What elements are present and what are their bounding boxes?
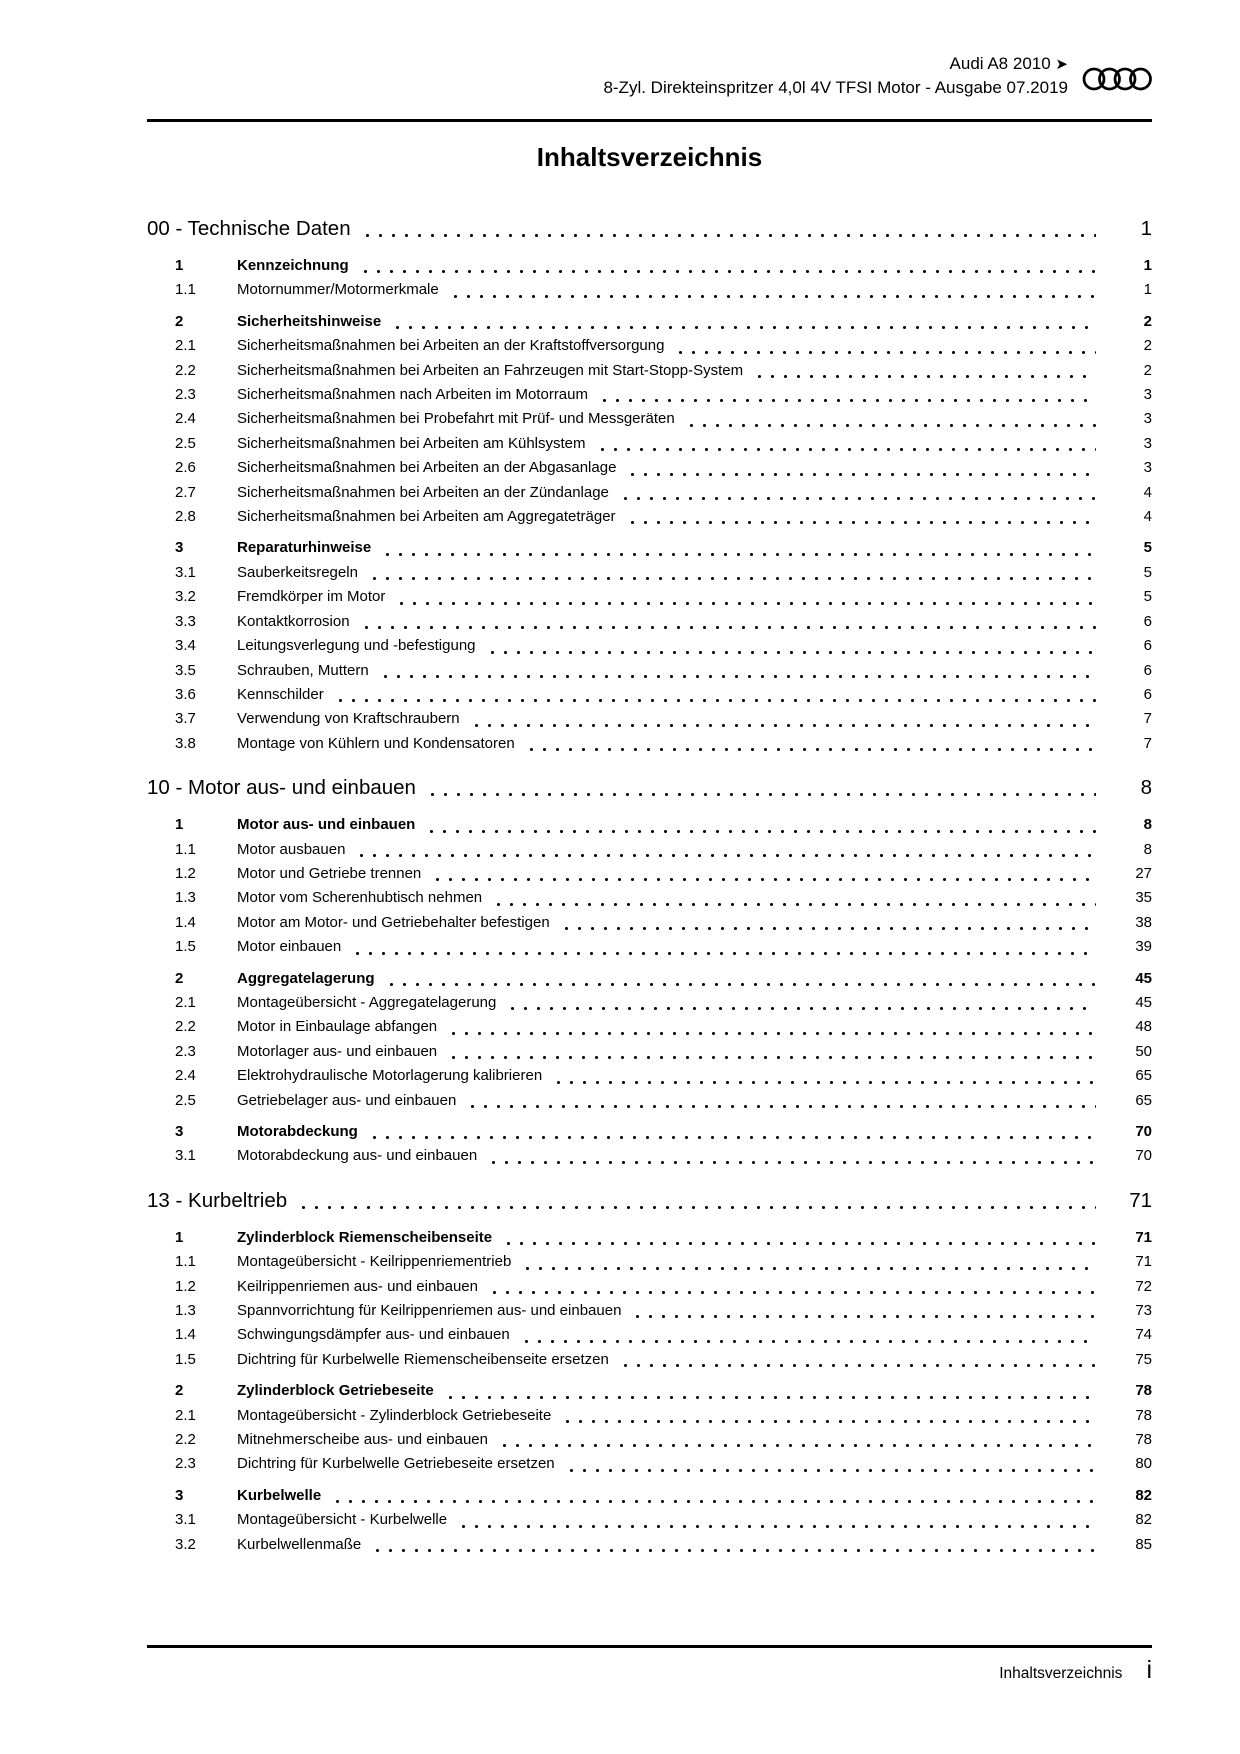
toc-entry-row <box>147 1299 1152 1323</box>
dot-leader <box>466 1105 1096 1108</box>
entry-number: 2.6 <box>175 459 196 477</box>
entry-title: Motor in Einbaulage abfangen <box>237 1018 438 1036</box>
entry-title: Motor vom Scherenhubtisch nehmen <box>237 889 483 907</box>
right-arrow-icon: ➤ <box>1055 56 1068 73</box>
entry-number: 1.4 <box>175 913 196 931</box>
toc-entry-row <box>147 991 1152 1015</box>
entry-number: 3.6 <box>175 685 196 703</box>
toc-chapter-row <box>147 214 1152 244</box>
entry-title: Kontaktkorrosion <box>237 612 350 630</box>
toc-entry-row <box>147 813 1152 837</box>
dot-leader <box>351 952 1096 955</box>
toc-entry-row <box>147 1428 1152 1452</box>
entry-number: 1.3 <box>175 1302 196 1320</box>
entry-page-number: 50 <box>1135 1042 1152 1060</box>
entry-number: 1.4 <box>175 1326 196 1344</box>
entry-title: Sicherheitsmaßnahmen bei Arbeiten am Kühlsystem <box>237 434 586 452</box>
entry-page-number: 45 <box>1135 993 1152 1011</box>
dot-leader <box>368 577 1096 580</box>
toc-entry-row <box>147 1144 1152 1168</box>
entry-page-number: 2 <box>1143 361 1152 379</box>
entry-number: 1 <box>175 816 184 834</box>
entry-number: 2.3 <box>175 1455 196 1473</box>
dot-leader <box>525 748 1096 751</box>
entry-page-number: 6 <box>1143 637 1152 655</box>
entry-title: Montageübersicht - Kurbelwelle <box>237 1511 448 1529</box>
toc-entry-row <box>147 1275 1152 1299</box>
entry-number: 2.4 <box>175 410 196 428</box>
page-footer <box>999 1656 1152 1685</box>
entry-title: Reparaturhinweise <box>237 539 372 557</box>
entry-title: Kennzeichnung <box>237 257 349 274</box>
entry-page-number: 1 <box>1143 281 1152 299</box>
entry-page-number: 3 <box>1143 386 1152 404</box>
dot-leader <box>457 1525 1096 1528</box>
dot-leader <box>447 1056 1096 1059</box>
entry-number: 2 <box>175 969 184 987</box>
toc-entry-row <box>147 1379 1152 1403</box>
dot-leader <box>426 793 1096 796</box>
dot-leader <box>381 553 1096 556</box>
dot-leader <box>487 1161 1096 1164</box>
entry-page-number: 5 <box>1143 588 1152 606</box>
entry-number: 3 <box>175 539 184 557</box>
toc-entry-row <box>147 1348 1152 1372</box>
entry-title: Leitungsverlegung und -befestigung <box>237 637 476 655</box>
toc-entry-row <box>147 1484 1152 1508</box>
toc-entry-row <box>147 862 1152 886</box>
entry-title: Spannvorrichtung für Keilrippenriemen aus- und einbauen <box>237 1302 622 1320</box>
dot-leader <box>371 1549 1096 1552</box>
toc-entry-row <box>147 1508 1152 1532</box>
entry-number: 3.7 <box>175 710 196 728</box>
toc-entry-row <box>147 967 1152 991</box>
toc-entry-row <box>147 610 1152 634</box>
entry-page-number: 71 <box>1135 1253 1152 1271</box>
dot-leader <box>520 1340 1096 1343</box>
dot-leader <box>498 1444 1096 1447</box>
entry-page-number: 80 <box>1135 1455 1152 1473</box>
entry-number: 2.2 <box>175 1431 196 1449</box>
dot-leader <box>506 1007 1096 1010</box>
entry-title: Aggregatelagerung <box>237 969 375 987</box>
entry-number: 1.5 <box>175 938 196 956</box>
entry-number: 3.8 <box>175 734 196 752</box>
dot-leader <box>395 602 1096 605</box>
entry-number: 3.5 <box>175 661 196 679</box>
entry-title: Schwingungsdämpfer aus- und einbauen <box>237 1326 510 1344</box>
footer-divider <box>147 1645 1152 1648</box>
entry-page-number: 6 <box>1143 612 1152 630</box>
dot-leader <box>492 903 1096 906</box>
dot-leader <box>425 830 1096 833</box>
entry-page-number: 6 <box>1143 661 1152 679</box>
entry-page-number: 2 <box>1143 312 1152 330</box>
entry-page-number: 3 <box>1143 410 1152 428</box>
entry-page-number: 1 <box>1143 257 1152 274</box>
toc-entry-row <box>147 407 1152 431</box>
toc-entry-row <box>147 732 1152 756</box>
entry-title: Kurbelwellenmaße <box>237 1535 362 1553</box>
entry-title: Dichtring für Kurbelwelle Getriebeseite ersetzen <box>237 1455 555 1473</box>
dot-leader <box>502 1242 1096 1245</box>
entry-number: 3.2 <box>175 1535 196 1553</box>
page-title: Inhaltsverzeichnis <box>536 142 763 172</box>
toc-entry-row <box>147 707 1152 731</box>
entry-title: Motorlager aus- und einbauen <box>237 1042 438 1060</box>
dot-leader <box>391 326 1096 329</box>
entry-title: Sicherheitsmaßnahmen bei Arbeiten an Fahrzeugen mit Start-Stopp-System <box>237 361 744 379</box>
entry-number: 2.1 <box>175 1406 196 1424</box>
entry-number: 3 <box>175 1486 184 1504</box>
entry-page-number: 65 <box>1135 1091 1152 1109</box>
dot-leader <box>619 497 1096 500</box>
entry-page-number: 70 <box>1135 1123 1152 1140</box>
toc-entry-row <box>147 1533 1152 1557</box>
entry-page-number: 8 <box>1143 816 1152 834</box>
entry-number: 1.2 <box>175 864 196 882</box>
toc-entry-row <box>147 886 1152 910</box>
entry-title: Sicherheitsmaßnahmen bei Probefahrt mit Prüf- und Messgeräten <box>237 410 675 428</box>
entry-page-number: 6 <box>1143 685 1152 703</box>
dot-leader <box>368 1136 1096 1139</box>
chapter-page-number: 1 <box>1140 217 1152 240</box>
header-divider <box>147 119 1152 122</box>
entry-page-number: 38 <box>1135 913 1152 931</box>
entry-number: 1.1 <box>175 281 196 299</box>
entry-number: 2 <box>175 312 184 330</box>
entry-title: Keilrippenriemen aus- und einbauen <box>237 1277 478 1295</box>
toc-entry-row <box>147 1015 1152 1039</box>
entry-title: Montage von Kühlern und Kondensatoren <box>237 734 515 752</box>
dot-leader <box>521 1267 1096 1270</box>
entry-title: Sauberkeitsregeln <box>237 563 358 581</box>
entry-number: 2.3 <box>175 386 196 404</box>
entry-number: 2.5 <box>175 434 196 452</box>
toc-entry-row <box>147 505 1152 529</box>
toc-entry-row <box>147 1404 1152 1428</box>
toc-entry-row <box>147 310 1152 334</box>
entry-page-number: 78 <box>1135 1431 1152 1449</box>
entry-title: Motorabdeckung <box>237 1123 358 1140</box>
entry-number: 1.2 <box>175 1277 196 1295</box>
dot-leader <box>361 234 1096 237</box>
header-text <box>603 52 1068 99</box>
entry-number: 3.1 <box>175 563 196 581</box>
toc-entry-row <box>147 683 1152 707</box>
dot-leader <box>360 626 1096 629</box>
dot-leader <box>331 1500 1096 1503</box>
toc-chapter-row <box>147 773 1152 803</box>
entry-number: 2.5 <box>175 1091 196 1109</box>
entry-page-number: 3 <box>1143 459 1152 477</box>
entry-number: 2.8 <box>175 508 196 526</box>
dot-leader <box>385 983 1096 986</box>
entry-page-number: 72 <box>1135 1277 1152 1295</box>
toc-entry-row <box>147 1040 1152 1064</box>
entry-page-number: 45 <box>1135 969 1152 987</box>
chapter-title: 10 - Motor aus- und einbauen <box>147 776 416 800</box>
entry-title: Montageübersicht - Zylinderblock Getriebeseite <box>237 1406 552 1424</box>
toc-entry-row <box>147 383 1152 407</box>
dot-leader <box>596 448 1096 451</box>
entry-number: 2.1 <box>175 993 196 1011</box>
entry-number: 2.3 <box>175 1042 196 1060</box>
entry-number: 1 <box>175 1228 184 1246</box>
dot-leader <box>565 1469 1096 1472</box>
entry-title: Motor am Motor- und Getriebehalter befestigen <box>237 913 550 931</box>
entry-title: Schrauben, Muttern <box>237 661 369 679</box>
chapter-title: 00 - Technische Daten <box>147 217 351 240</box>
audi-rings-icon <box>1082 67 1152 91</box>
dot-leader <box>619 1364 1096 1367</box>
chapter-title: 13 - Kurbeltrieb <box>147 1188 288 1212</box>
entry-page-number: 39 <box>1135 938 1152 956</box>
entry-page-number: 7 <box>1143 734 1152 752</box>
entry-number: 2.7 <box>175 483 196 501</box>
toc-entry-row <box>147 634 1152 658</box>
dot-leader <box>753 375 1096 378</box>
entry-title: Zylinderblock Riemenscheibenseite <box>237 1228 493 1246</box>
entry-number: 1.1 <box>175 840 196 858</box>
toc-entry-row <box>147 536 1152 560</box>
entry-title: Verwendung von Kraftschraubern <box>237 710 460 728</box>
entry-number: 3.3 <box>175 612 196 630</box>
entry-title: Fremdkörper im Motor <box>237 588 386 606</box>
footer-label: Inhaltsverzeichnis <box>999 1665 1123 1682</box>
dot-leader <box>560 927 1096 930</box>
dot-leader <box>626 521 1096 524</box>
dot-leader <box>552 1081 1096 1084</box>
toc-entry-row <box>147 254 1152 278</box>
toc-entry-row <box>147 481 1152 505</box>
entry-number: 2.4 <box>175 1067 196 1085</box>
entry-title: Sicherheitshinweise <box>237 312 382 330</box>
entry-number: 3.1 <box>175 1511 196 1529</box>
entry-page-number: 8 <box>1143 840 1152 858</box>
dot-leader <box>631 1315 1096 1318</box>
toc-entry-row <box>147 1226 1152 1250</box>
toc-entry-row <box>147 278 1152 302</box>
entry-page-number: 4 <box>1143 483 1152 501</box>
page-header <box>147 52 1152 99</box>
footer-page-number: i <box>1146 1656 1152 1684</box>
dot-leader <box>626 473 1096 476</box>
entry-page-number: 82 <box>1135 1486 1152 1504</box>
entry-page-number: 2 <box>1143 337 1152 355</box>
entry-page-number: 78 <box>1135 1382 1152 1400</box>
entry-page-number: 71 <box>1135 1228 1152 1246</box>
toc-entry-row <box>147 1452 1152 1476</box>
toc-entry-row <box>147 838 1152 862</box>
entry-page-number: 70 <box>1135 1147 1152 1165</box>
entry-title: Zylinderblock Getriebeseite <box>237 1382 434 1400</box>
entry-page-number: 27 <box>1135 864 1152 882</box>
toc-entry-row <box>147 456 1152 480</box>
entry-title: Motor und Getriebe trennen <box>237 864 422 882</box>
table-of-contents <box>147 205 1152 1557</box>
entry-title: Motor ausbauen <box>237 840 346 858</box>
entry-number: 2 <box>175 1382 184 1400</box>
entry-page-number: 3 <box>1143 434 1152 452</box>
toc-entry-row <box>147 561 1152 585</box>
entry-title: Sicherheitsmaßnahmen bei Arbeiten am Aggregateträger <box>237 508 616 526</box>
dot-leader <box>486 651 1096 654</box>
entry-page-number: 35 <box>1135 889 1152 907</box>
entry-number: 2.1 <box>175 337 196 355</box>
entry-page-number: 85 <box>1135 1535 1152 1553</box>
entry-number: 1 <box>175 257 184 274</box>
entry-title: Motor einbauen <box>237 938 342 956</box>
entry-title: Montageübersicht - Aggregatelagerung <box>237 993 497 1011</box>
entry-title: Elektrohydraulische Motorlagerung kalibrieren <box>237 1067 543 1085</box>
entry-title: Sicherheitsmaßnahmen bei Arbeiten an der Zündanlage <box>237 483 609 501</box>
entry-page-number: 78 <box>1135 1406 1152 1424</box>
dot-leader <box>444 1396 1096 1399</box>
entry-title: Sicherheitsmaßnahmen bei Arbeiten an der Kraftstoffversorgung <box>237 337 665 355</box>
dot-leader <box>355 854 1096 857</box>
chapter-page-number: 8 <box>1140 776 1152 800</box>
toc-entry-row <box>147 1064 1152 1088</box>
entry-page-number: 5 <box>1143 539 1152 557</box>
dot-leader <box>447 1032 1096 1035</box>
entry-number: 1.5 <box>175 1350 196 1368</box>
header-model-line <box>603 52 1068 76</box>
entry-number: 1.1 <box>175 1253 196 1271</box>
toc-entry-row <box>147 334 1152 358</box>
entry-title: Motornummer/Motormerkmale <box>237 281 439 299</box>
dot-leader <box>359 270 1096 273</box>
entry-number: 2.2 <box>175 361 196 379</box>
toc-entry-row <box>147 1089 1152 1113</box>
entry-title: Sicherheitsmaßnahmen bei Arbeiten an der Abgasanlage <box>237 459 617 477</box>
toc-entry-row <box>147 1323 1152 1347</box>
toc-entry-row <box>147 585 1152 609</box>
dot-leader <box>598 399 1096 402</box>
entry-title: Getriebelager aus- und einbauen <box>237 1091 457 1109</box>
entry-number: 3 <box>175 1123 184 1140</box>
dot-leader <box>561 1420 1096 1423</box>
dot-leader <box>470 724 1096 727</box>
entry-page-number: 82 <box>1135 1511 1152 1529</box>
header-subtitle: 8-Zyl. Direkteinspritzer 4,0l 4V TFSI Motor - Ausgabe 07.2019 <box>603 78 1068 97</box>
entry-number: 3.1 <box>175 1147 196 1165</box>
dot-leader <box>674 351 1096 354</box>
entry-page-number: 75 <box>1135 1350 1152 1368</box>
entry-number: 1.3 <box>175 889 196 907</box>
entry-page-number: 73 <box>1135 1302 1152 1320</box>
dot-leader <box>685 424 1096 427</box>
entry-page-number: 4 <box>1143 508 1152 526</box>
chapter-page-number: 71 <box>1129 1188 1152 1212</box>
entry-page-number: 74 <box>1135 1326 1152 1344</box>
toc-entry-row <box>147 659 1152 683</box>
toc-chapter-row <box>147 1186 1152 1216</box>
entry-number: 2.2 <box>175 1018 196 1036</box>
dot-leader <box>449 295 1096 298</box>
toc-entry-row <box>147 911 1152 935</box>
entry-title: Montageübersicht - Keilrippenriementrieb <box>237 1253 512 1271</box>
model-name: Audi A8 2010 <box>949 54 1051 73</box>
entry-title: Mitnehmerscheibe aus- und einbauen <box>237 1431 488 1449</box>
toc-entry-row <box>147 359 1152 383</box>
entry-page-number: 48 <box>1135 1018 1152 1036</box>
dot-leader <box>431 878 1096 881</box>
dot-leader <box>488 1291 1096 1294</box>
dot-leader <box>334 699 1096 702</box>
entry-title: Motorabdeckung aus- und einbauen <box>237 1147 478 1165</box>
entry-page-number: 7 <box>1143 710 1152 728</box>
toc-entry-row <box>147 1120 1152 1144</box>
toc-entry-row <box>147 935 1152 959</box>
entry-title: Dichtring für Kurbelwelle Riemenscheibenseite ersetzen <box>237 1350 609 1368</box>
dot-leader <box>379 675 1096 678</box>
entry-number: 3.2 <box>175 588 196 606</box>
entry-title: Motor aus- und einbauen <box>237 816 416 834</box>
dot-leader <box>297 1206 1096 1209</box>
entry-title: Kennschilder <box>237 685 324 703</box>
toc-entry-row <box>147 1250 1152 1274</box>
entry-number: 3.4 <box>175 637 196 655</box>
toc-entry-row <box>147 432 1152 456</box>
entry-title: Sicherheitsmaßnahmen nach Arbeiten im Motorraum <box>237 386 588 404</box>
entry-title: Kurbelwelle <box>237 1486 322 1504</box>
entry-page-number: 5 <box>1143 563 1152 581</box>
entry-page-number: 65 <box>1135 1067 1152 1085</box>
